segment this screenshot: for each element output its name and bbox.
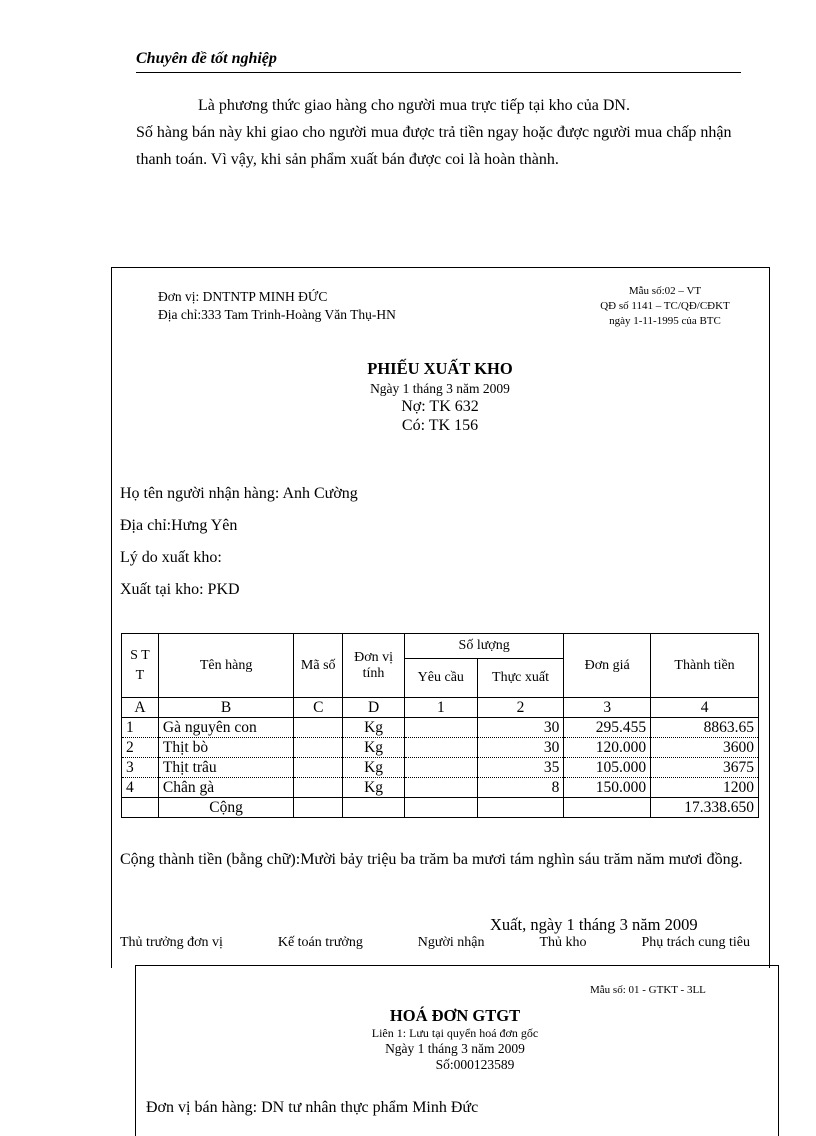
slip-credit-account: Có: TK 156 bbox=[401, 417, 479, 434]
slip-unit: Đơn vị: DNTNTP MINH ĐỨC bbox=[158, 289, 328, 304]
total-empty-cell bbox=[294, 798, 343, 818]
signer-receiver: Người nhận bbox=[417, 935, 485, 950]
slip-debit-account: Nợ: TK 632 bbox=[401, 398, 479, 415]
intro-paragraph bbox=[136, 92, 746, 173]
invoice-number: Số:000123589 bbox=[435, 1057, 515, 1072]
row-code bbox=[294, 738, 343, 758]
row-actual: 8 bbox=[477, 778, 564, 798]
column-code: 1 bbox=[404, 698, 477, 718]
total-empty-cell bbox=[404, 798, 477, 818]
total-empty-cell bbox=[343, 798, 405, 818]
row-name: Thịt bò bbox=[158, 738, 293, 758]
slip-address: Địa chỉ:333 Tam Trinh-Hoàng Văn Thụ-HN bbox=[158, 307, 396, 322]
row-name: Thịt trâu bbox=[158, 758, 293, 778]
total-stt-cell bbox=[122, 798, 159, 818]
row-actual: 30 bbox=[477, 738, 564, 758]
row-code bbox=[294, 718, 343, 738]
col-header-name: Tên hàng bbox=[158, 634, 293, 698]
invoice-seller: Đơn vị bán hàng: DN tư nhân thực phẩm Minh Đức bbox=[146, 1099, 479, 1116]
slip-decision-date: ngày 1-11-1995 của BTC bbox=[609, 315, 721, 327]
row-price: 120.000 bbox=[564, 738, 651, 758]
column-code: B bbox=[158, 698, 293, 718]
slip-date: Ngày 1 tháng 3 năm 2009 bbox=[370, 381, 510, 396]
row-name: Chân gà bbox=[158, 778, 293, 798]
total-label: Cộng bbox=[158, 798, 293, 818]
row-price: 295.455 bbox=[564, 718, 651, 738]
row-amount: 8863.65 bbox=[651, 718, 759, 738]
row-name: Gà nguyên con bbox=[158, 718, 293, 738]
col-header-price: Đơn giá bbox=[564, 634, 651, 698]
col-header-amount: Thành tiền bbox=[651, 634, 759, 698]
row-unit: Kg bbox=[343, 758, 405, 778]
total-amount: 17.338.650 bbox=[651, 798, 759, 818]
invoice-heading bbox=[300, 1006, 610, 1073]
invoice-copy-note: Liên 1: Lưu tại quyển hoá đơn gốc bbox=[371, 1026, 539, 1040]
slip-decision: QĐ số 1141 – TC/QĐ/CĐKT bbox=[600, 300, 730, 312]
row-code bbox=[294, 758, 343, 778]
row-price: 105.000 bbox=[564, 758, 651, 778]
row-requested bbox=[404, 718, 477, 738]
signer-director: Thủ trưởng đơn vị bbox=[120, 935, 223, 950]
table-row bbox=[122, 758, 759, 778]
slip-heading bbox=[250, 358, 630, 435]
slip-receiver: Họ tên người nhận hàng: Anh Cường bbox=[120, 485, 358, 502]
column-code: C bbox=[294, 698, 343, 718]
row-stt: 2 bbox=[122, 738, 159, 758]
column-code: 4 bbox=[651, 698, 759, 718]
row-stt: 3 bbox=[122, 758, 159, 778]
slip-items-table bbox=[121, 633, 759, 818]
intro-line-1: Là phương thức giao hàng cho người mua trực tiếp tại kho của DN. bbox=[198, 97, 630, 114]
page-header-title: Chuyên đề tốt nghiệp bbox=[136, 50, 277, 67]
slip-title: PHIẾU XUẤT KHO bbox=[367, 359, 513, 378]
invoice-title: HOÁ ĐƠN GTGT bbox=[389, 1006, 521, 1025]
slip-reason: Lý do xuất kho: bbox=[120, 549, 222, 566]
invoice-date: Ngày 1 tháng 3 năm 2009 bbox=[385, 1041, 525, 1056]
column-code: 2 bbox=[477, 698, 564, 718]
row-requested bbox=[404, 758, 477, 778]
signer-chief-accountant: Kế toán trưởng bbox=[277, 935, 363, 950]
col-header-quantity: Số lượng bbox=[404, 634, 563, 659]
signer-storekeeper: Thủ kho bbox=[539, 935, 587, 950]
invoice-form-number: Mẫu số: 01 - GTKT - 3LL bbox=[590, 984, 706, 996]
column-code: A bbox=[122, 698, 159, 718]
amount-in-words: Cộng thành tiền (bằng chữ):Mười bảy triệu ba trăm ba mươi tám nghìn sáu trăm năm mươi đồng. bbox=[120, 851, 743, 868]
slip-receiver-address: Địa chỉ:Hưng Yên bbox=[120, 517, 238, 534]
col-header-unit: Đơn vị tính bbox=[343, 634, 405, 698]
table-row bbox=[122, 738, 759, 758]
row-code bbox=[294, 778, 343, 798]
slip-form-number: Mẫu số:02 – VT bbox=[628, 285, 702, 297]
row-amount: 3675 bbox=[651, 758, 759, 778]
row-requested bbox=[404, 738, 477, 758]
row-actual: 35 bbox=[477, 758, 564, 778]
total-empty-cell bbox=[564, 798, 651, 818]
row-stt: 4 bbox=[122, 778, 159, 798]
row-amount: 3600 bbox=[651, 738, 759, 758]
col-header-actual: Thực xuất bbox=[477, 659, 564, 698]
col-header-code: Mã số bbox=[294, 634, 343, 698]
table-row bbox=[122, 778, 759, 798]
row-price: 150.000 bbox=[564, 778, 651, 798]
header-divider bbox=[136, 72, 741, 73]
column-code: 3 bbox=[564, 698, 651, 718]
row-stt: 1 bbox=[122, 718, 159, 738]
row-amount: 1200 bbox=[651, 778, 759, 798]
row-unit: Kg bbox=[343, 738, 405, 758]
col-header-requested: Yêu cầu bbox=[404, 659, 477, 698]
column-code: D bbox=[343, 698, 405, 718]
row-actual: 30 bbox=[477, 718, 564, 738]
row-unit: Kg bbox=[343, 718, 405, 738]
table-row bbox=[122, 718, 759, 738]
total-empty-cell bbox=[477, 798, 564, 818]
row-requested bbox=[404, 778, 477, 798]
col-header-stt: S T T bbox=[122, 634, 159, 698]
slip-recipient-info bbox=[120, 478, 358, 606]
column-code-row bbox=[122, 698, 759, 718]
slip-warehouse: Xuất tại kho: PKD bbox=[120, 581, 240, 598]
row-unit: Kg bbox=[343, 778, 405, 798]
slip-form-number-block bbox=[560, 284, 770, 329]
total-row bbox=[122, 798, 759, 818]
intro-line-2: Số hàng bán này khi giao cho người mua được trả tiền ngay hoặc được người mua chấp nhận thanh toán. Vì vậy, khi sản phẩm xuất bán được coi là hoàn thành. bbox=[136, 124, 732, 168]
signer-supply-manager: Phụ trách cung tiêu bbox=[641, 935, 750, 950]
signers-row bbox=[120, 935, 750, 951]
signature-date: Xuất, ngày 1 tháng 3 năm 2009 bbox=[490, 915, 698, 934]
slip-unit-block bbox=[158, 288, 396, 324]
